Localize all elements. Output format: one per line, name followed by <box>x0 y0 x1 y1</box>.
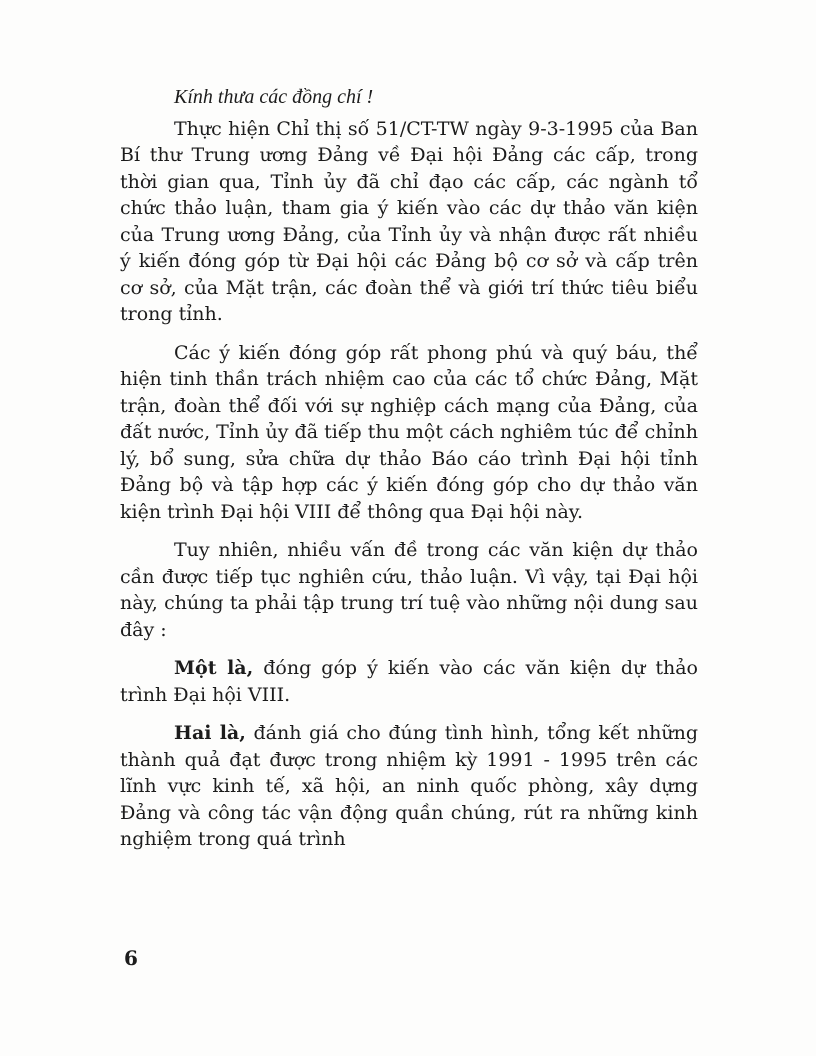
salutation: Kính thưa các đồng chí ! <box>174 86 374 108</box>
paragraph-text: đóng góp ý kiến vào các văn kiện dự thảo trình Đại hội VIII. <box>120 657 698 706</box>
body-text <box>120 84 698 865</box>
paragraph <box>120 116 698 328</box>
paragraph <box>120 537 698 643</box>
paragraph-lead: Một là, <box>174 657 254 679</box>
paragraph <box>120 655 698 708</box>
paragraph <box>120 720 698 853</box>
page-number: 6 <box>124 946 138 970</box>
paragraph-text: đánh giá cho đúng tình hình, tổng kết những thành quả đạt được trong nhiệm kỳ 1991 - 1995 trên các lĩnh vực kinh tế, xã hội, an ninh quốc phòng, xây dựng Đảng và công tác vận động quần chúng, rút ra những kinh nghiệm trong quá trình <box>120 722 698 850</box>
paragraph-lead: Hai là, <box>174 722 246 744</box>
paragraph-text: Tuy nhiên, nhiều vấn đề trong các văn kiện dự thảo cần được tiếp tục nghiên cứu, thảo luận. Vì vậy, tại Đại hội này, chúng ta phải tập trung trí tuệ vào những nội dung sau đây : <box>120 539 698 641</box>
paragraph <box>120 340 698 526</box>
paragraph-text: Các ý kiến đóng góp rất phong phú và quý báu, thể hiện tinh thần trách nhiệm cao của các tổ chức Đảng, Mặt trận, đoàn thể đối với sự nghiệp cách mạng của Đảng, của đất nước, Tỉnh ủy đã tiếp thu một cách nghiêm túc để chỉnh lý, bổ sung, sửa chữa dự thảo Báo cáo trình Đại hội tỉnh Đảng bộ và tập hợp các ý kiến đóng góp cho dự thảo văn kiện trình Đại hội VIII để thông qua Đại hội này. <box>120 341 698 523</box>
paragraph-text: Thực hiện Chỉ thị số 51/CT-TW ngày 9-3-1995 của Ban Bí thư Trung ương Đảng về Đại hội Đảng các cấp, trong thời gian qua, Tỉnh ủy đã chỉ đạo các cấp, các ngành tổ chức thảo luận, tham gia ý kiến vào các dự thảo văn kiện của Trung ương Đảng, của Tỉnh ủy và nhận được rất nhiều ý kiến đóng góp từ Đại hội các Đảng bộ cơ sở và cấp trên cơ sở, của Mặt trận, các đoàn thể và giới trí thức tiêu biểu trong tỉnh. <box>120 117 698 325</box>
